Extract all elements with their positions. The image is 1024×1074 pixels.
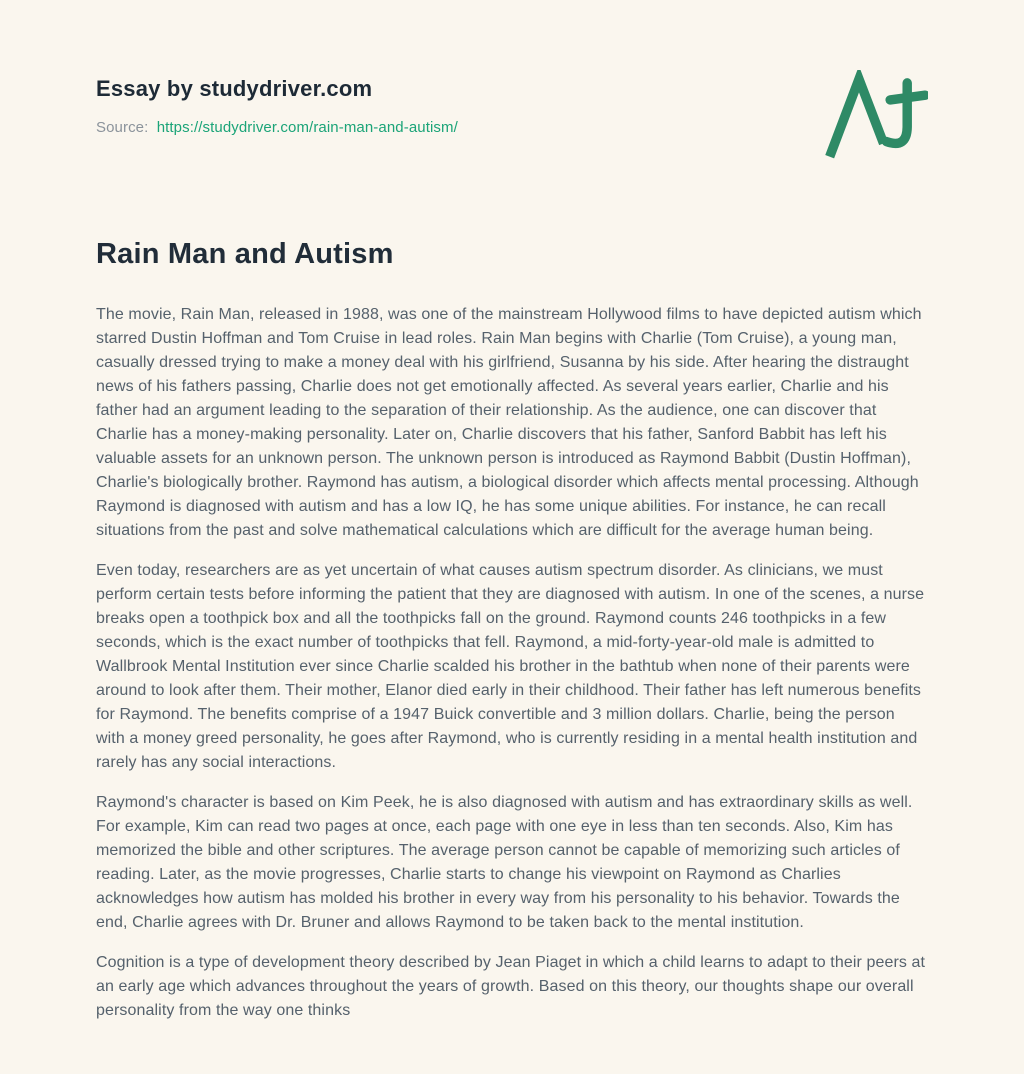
essay-paragraph-1: The movie, Rain Man, released in 1988, was one of the mainstream Hollywood films to have depicted autism which starred Dustin Hoffman and Tom Cruise in lead roles. Rain Man begins with Charlie (Tom Cruise), a young man, casually dressed trying to make a money deal with his girlfriend, Susanna by his side. After hearing the distraught news of his fathers passing, Charlie does not get emotionally affected. As several years earlier, Charlie and his father had an argument leading to the separation of their relationship. As the audience, one can discover that Charlie has a money-making personality. Later on, Charlie discovers that his father, Sanford Babbit has left his valuable assets for an unknown person. The unknown person is introduced as Raymond Babbit (Dustin Hoffman), Charlie's biologically brother. Raymond has autism, a biological disorder which affects mental processing. Although Raymond is diagnosed with autism and has a low IQ, he has some unique abilities. For instance, he can recall situations from the past and solve mathematical calculations which are difficult for the average human being. [96, 306, 922, 539]
source-label: Source: [96, 119, 149, 136]
essay-body [96, 303, 928, 1023]
header-text-block [96, 76, 928, 136]
source-url-link[interactable]: https://studydriver.com/rain-man-and-autism/ [156, 119, 458, 136]
essay-paragraph-2: Even today, researchers are as yet uncertain of what causes autism spectrum disorder. As clinicians, we must perform certain tests before informing the patient that they are diagnosed with autism. In one of the scenes, a nurse breaks open a toothpick box and all the toothpicks fall on the ground. Raymond counts 246 toothpicks in a few seconds, which is the exact number of toothpicks that fell. Raymond, a mid-forty-year-old male is admitted to Wallbrook Mental Institution ever since Charlie scalded his brother in the bathtub when none of their parents were around to look after them. Their mother, Elanor died early in their childhood. Their father has left numerous benefits for Raymond. The benefits comprise of a 1947 Buick convertible and 3 million dollars. Charlie, being the person with a money greed personality, he goes after Raymond, who is currently residing in a mental health institution and rarely has any social interactions. [96, 562, 925, 771]
source-line [96, 119, 928, 136]
studydriver-logo-icon [824, 70, 928, 162]
essay-content [96, 238, 928, 1023]
essay-paragraph-3: Raymond's character is based on Kim Peek, he is also diagnosed with autism and has extraordinary skills as well. For example, Kim can read two pages at once, each page with one eye in less than ten seconds. Also, Kim has memorized the bible and other scriptures. The average person cannot be capable of memorizing such articles of reading. Later, as the movie progresses, Charlie starts to change his viewpoint on Raymond as Charlies acknowledges how autism has molded his brother in every way from his personality to his behavior. Towards the end, Charlie agrees with Dr. Bruner and allows Raymond to be taken back to the mental institution. [96, 794, 913, 931]
essay-title: Rain Man and Autism [96, 238, 394, 270]
byline: Essay by studydriver.com [96, 76, 373, 101]
document-header [96, 76, 928, 136]
essay-paragraph-4: Cognition is a type of development theory described by Jean Piaget in which a child learns to adapt to their peers at an early age which advances throughout the years of growth. Based on this theory, our thoughts shape our overall personality from the way one thinks [96, 954, 926, 1019]
